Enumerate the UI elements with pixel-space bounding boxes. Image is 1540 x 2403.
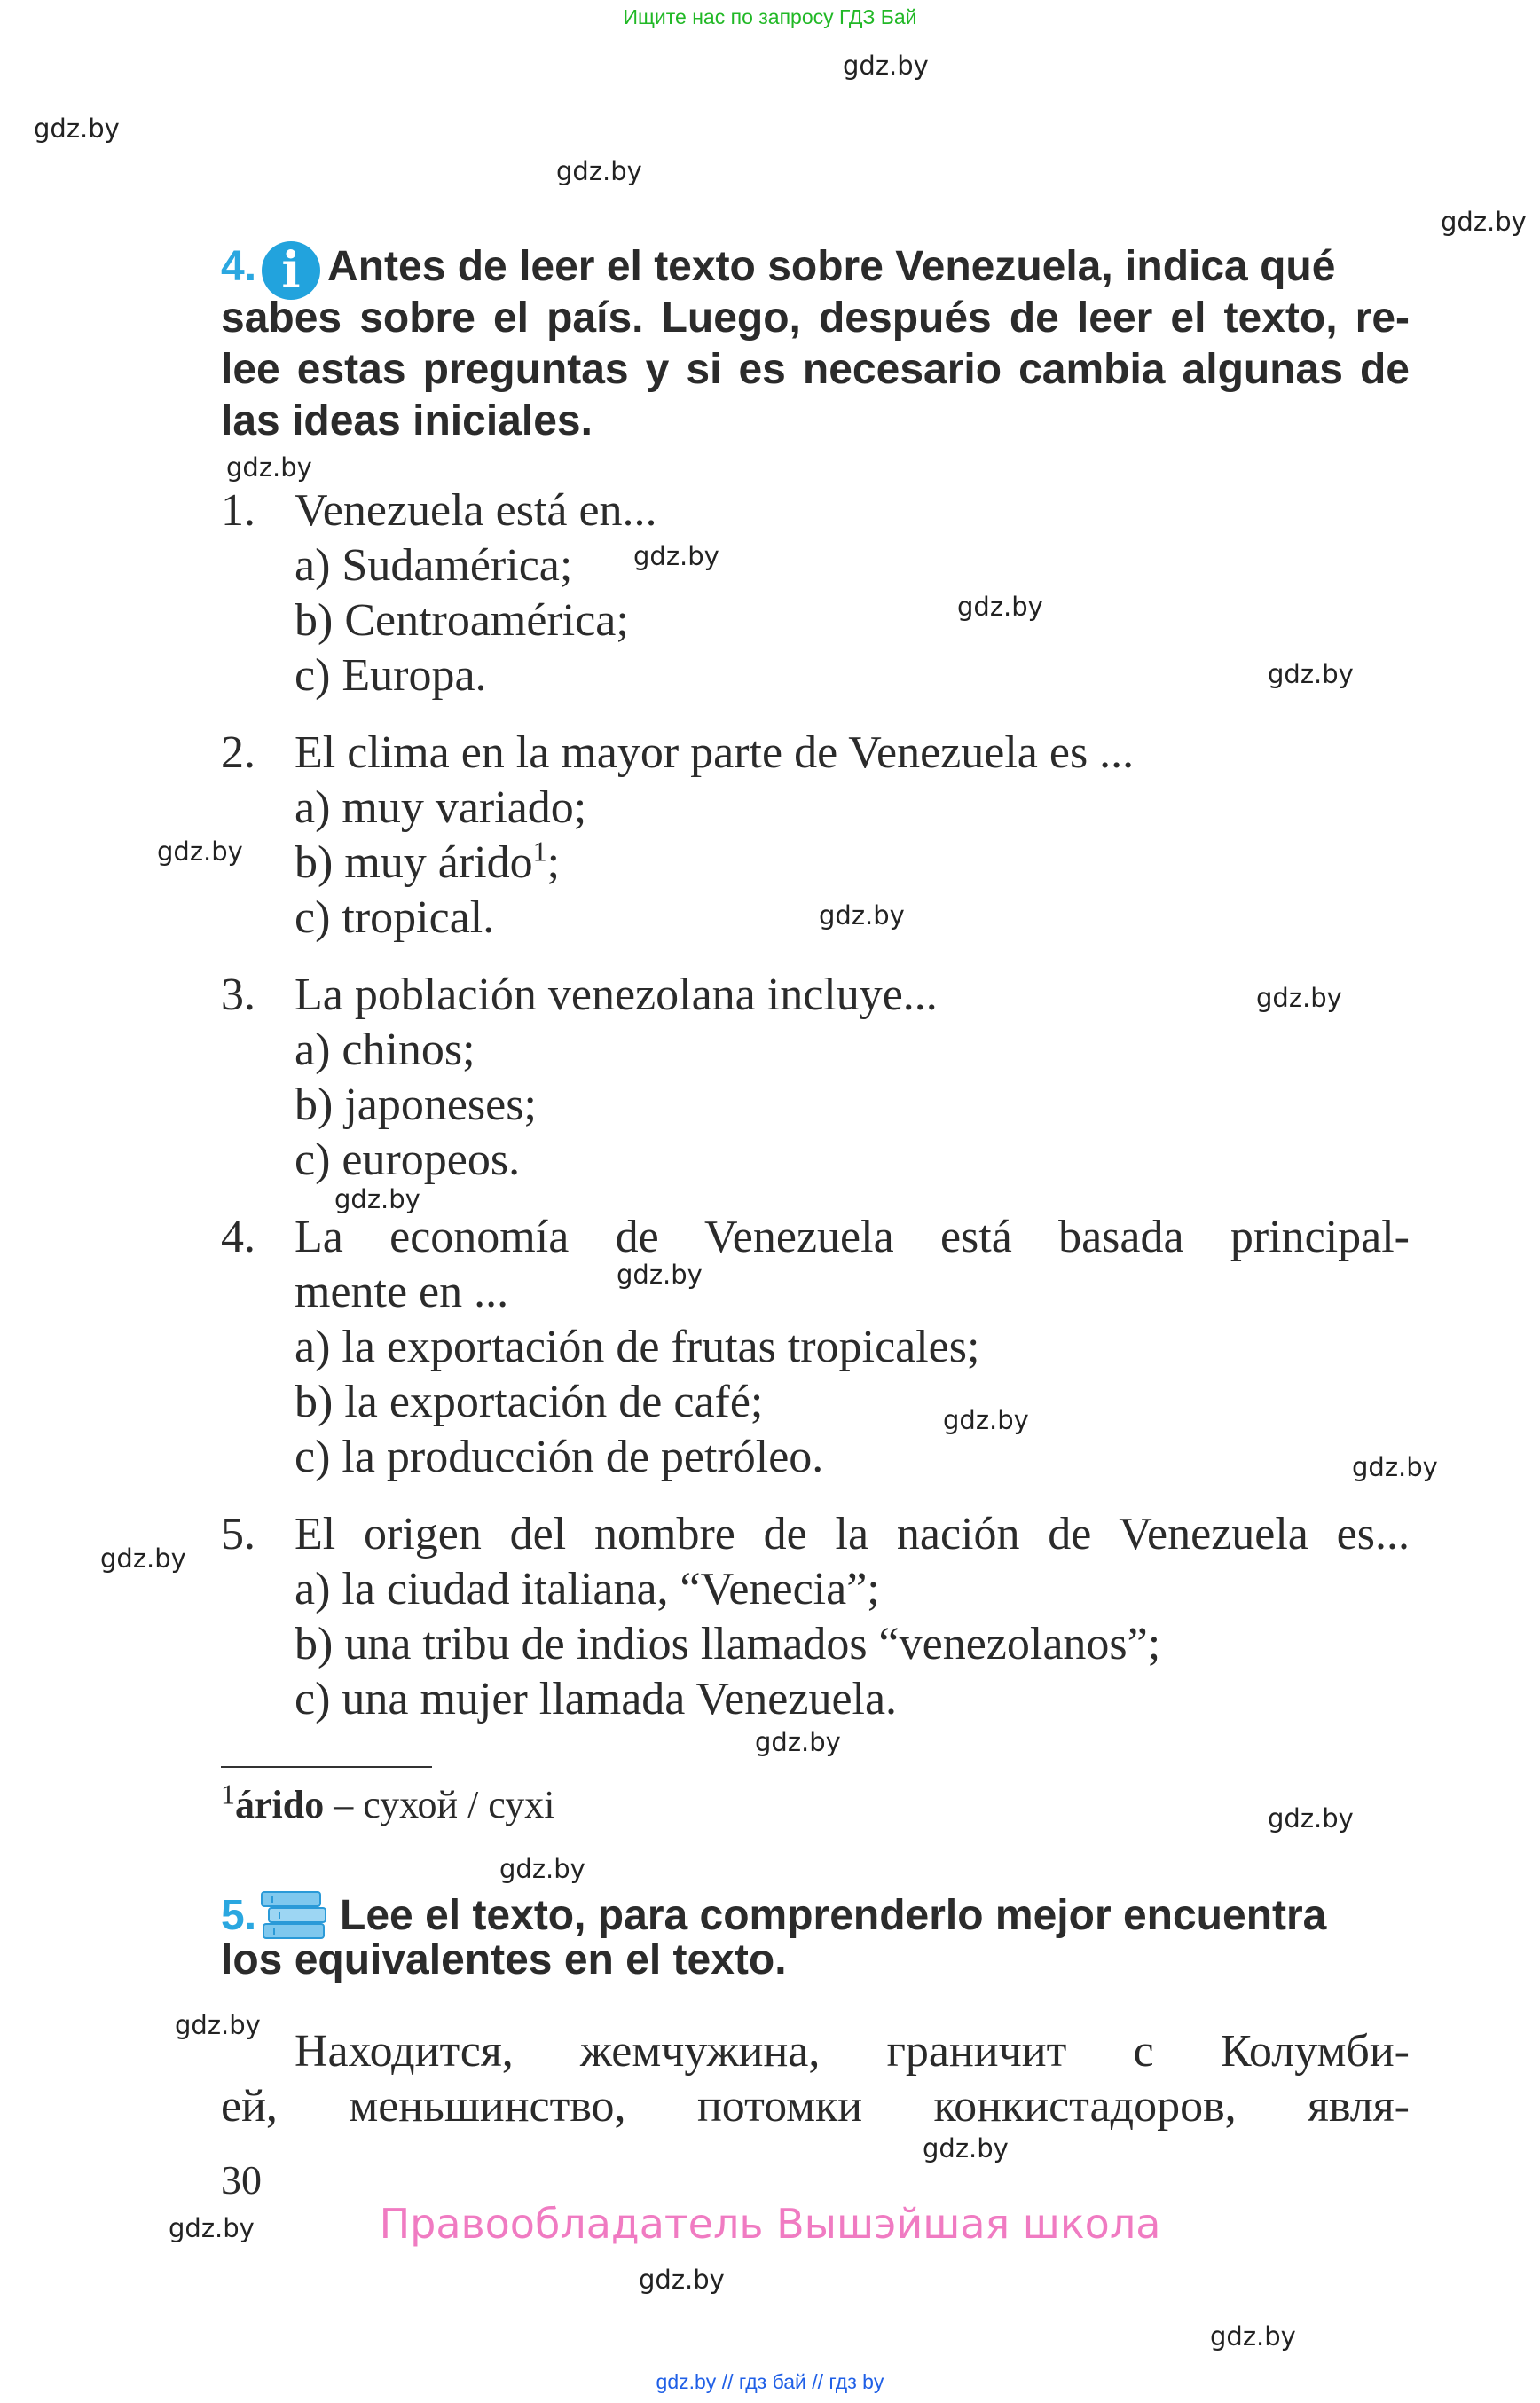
question-text: La economía de Venezuela está basada principal- bbox=[295, 1212, 1410, 1262]
vocabulary-line: ей, меньшинство, потомки конкистадоров, явля- bbox=[221, 2081, 1410, 2132]
answer-option: c) la producción de petróleo. bbox=[295, 1432, 824, 1482]
question-number: 2. bbox=[221, 727, 255, 778]
watermark: gdz.by bbox=[617, 1260, 703, 1290]
instruction-line: los equivalentes en el texto. bbox=[221, 1936, 787, 1983]
answer-option: b) una tribu de indios llamados “venezolanos”; bbox=[295, 1619, 1161, 1669]
watermark: gdz.by bbox=[1268, 659, 1354, 689]
answer-option: c) tropical. bbox=[295, 892, 495, 943]
answer-option: a) muy variado; bbox=[295, 782, 587, 833]
instruction-line: sabes sobre el país. Luego, después de leer el texto, re- bbox=[221, 294, 1410, 342]
instruction-line: Lee el texto, para comprenderlo mejor encuentra bbox=[340, 1892, 1327, 1939]
answer-option: c) una mujer llamada Venezuela. bbox=[295, 1674, 898, 1724]
answer-option: c) europeos. bbox=[295, 1135, 521, 1185]
answer-option: c) Europa. bbox=[295, 650, 487, 701]
question-number: 4. bbox=[221, 1212, 255, 1262]
instruction-line: las ideas iniciales. bbox=[221, 397, 593, 444]
question-number: 5. bbox=[221, 1509, 255, 1559]
answer-option: b) Centroamérica; bbox=[295, 595, 629, 646]
question-text-continued: mente en ... bbox=[295, 1267, 509, 1317]
watermark: gdz.by bbox=[100, 1543, 186, 1574]
footnote-reference: 1 bbox=[532, 835, 547, 868]
watermark: gdz.by bbox=[1210, 2321, 1296, 2352]
question-number: 1. bbox=[221, 485, 255, 536]
watermark: gdz.by bbox=[157, 836, 243, 867]
watermark: gdz.by bbox=[633, 541, 719, 571]
info-icon: i bbox=[262, 241, 320, 300]
books-icon bbox=[260, 1883, 331, 1942]
watermark: gdz.by bbox=[499, 1854, 585, 1884]
answer-option-text: b) muy árido bbox=[295, 837, 533, 888]
footnote-translation: – сухой / сухі bbox=[324, 1783, 555, 1826]
exercise-4-instructions bbox=[221, 241, 1410, 300]
footnote-term: árido bbox=[235, 1783, 325, 1826]
copyright-notice: Правообладатель Вышэйшая школа bbox=[379, 2200, 1161, 2248]
watermark: gdz.by bbox=[639, 2265, 725, 2295]
exercise-5-instructions bbox=[221, 1883, 1410, 1942]
answer-option: b) la exportación de café; bbox=[295, 1377, 764, 1427]
watermark: gdz.by bbox=[34, 114, 120, 144]
footnote-mark: 1 bbox=[221, 1778, 235, 1810]
answer-option: b) japoneses; bbox=[295, 1080, 537, 1130]
watermark: gdz.by bbox=[1441, 207, 1527, 237]
search-hint: Ищите нас по запросу ГДЗ Бай bbox=[623, 5, 917, 28]
instruction-line: Antes de leer el texto sobre Venezuela, indica qué bbox=[327, 243, 1336, 290]
watermark: gdz.by bbox=[1268, 1803, 1354, 1834]
question-text: Venezuela está en... bbox=[295, 485, 657, 536]
question-text: La población venezolana incluye... bbox=[295, 970, 938, 1020]
question-number: 3. bbox=[221, 970, 255, 1020]
page-number: 30 bbox=[221, 2157, 262, 2203]
watermark: gdz.by bbox=[755, 1727, 841, 1757]
question-text: El origen del nombre de la nación de Venezuela es... bbox=[295, 1509, 1410, 1559]
answer-option: a) la exportación de frutas tropicales; bbox=[295, 1322, 980, 1372]
bottom-links[interactable]: gdz.by // гдз бай // гдз by bbox=[656, 2370, 884, 2393]
answer-option: a) Sudamérica; bbox=[295, 540, 573, 591]
watermark: gdz.by bbox=[943, 1405, 1029, 1435]
exercise-number: 4. bbox=[221, 243, 257, 290]
footnote-divider bbox=[221, 1766, 432, 1768]
watermark: gdz.by bbox=[957, 592, 1043, 622]
question-text: El clima en la mayor parte de Venezuela es ... bbox=[295, 727, 1135, 778]
watermark: gdz.by bbox=[1256, 983, 1342, 1013]
answer-option: a) la ciudad italiana, “Venecia”; bbox=[295, 1564, 880, 1614]
watermark: gdz.by bbox=[556, 156, 642, 186]
punctuation: ; bbox=[546, 837, 561, 888]
watermark: gdz.by bbox=[843, 51, 929, 81]
watermark: gdz.by bbox=[169, 2213, 255, 2243]
instruction-line: lee estas preguntas y si es necesario cambia algunas de bbox=[221, 346, 1410, 393]
watermark: gdz.by bbox=[226, 452, 312, 483]
footnote bbox=[221, 1778, 555, 1827]
watermark: gdz.by bbox=[1352, 1452, 1438, 1482]
exercise-number: 5. bbox=[221, 1892, 257, 1939]
answer-option bbox=[295, 836, 560, 891]
watermark: gdz.by bbox=[819, 900, 905, 931]
vocabulary-line: Находится, жемчужина, граничит с Колумби- bbox=[295, 2026, 1410, 2077]
answer-option: a) chinos; bbox=[295, 1025, 475, 1075]
watermark: gdz.by bbox=[334, 1184, 420, 1214]
watermark: gdz.by bbox=[175, 2010, 261, 2040]
watermark: gdz.by bbox=[923, 2133, 1009, 2163]
